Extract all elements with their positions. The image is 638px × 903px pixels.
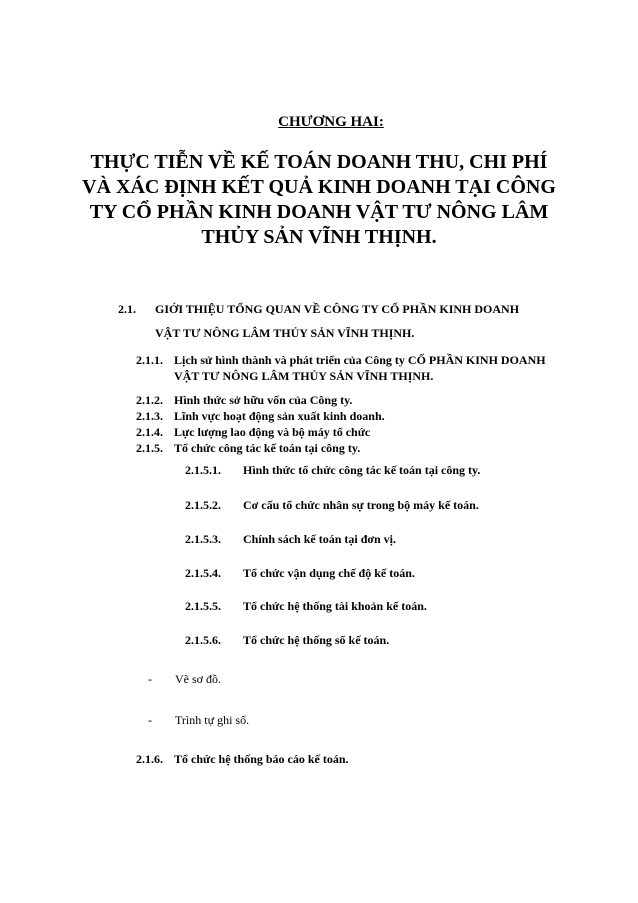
title-line-4: THỦY SẢN VĨNH THỊNH.	[201, 226, 437, 248]
section-number: 2.1.5.1.	[185, 463, 221, 477]
section-number: 2.1.	[118, 302, 136, 316]
section-title-line-1: Lịch sử hình thành và phát triển của Công ty CỔ PHẦN KINH DOANH	[174, 353, 546, 367]
title-line-3: TY CỔ PHẦN KINH DOANH VẬT TƯ NÔNG LÂM	[89, 201, 549, 223]
section-number: 2.1.1.	[136, 353, 163, 367]
section-number: 2.1.5.6.	[185, 633, 221, 647]
bullet-marker: -	[148, 672, 152, 686]
section-title: Cơ cấu tổ chức nhân sự trong bộ máy kế toán.	[243, 498, 479, 512]
section-number: 2.1.5.	[136, 441, 163, 455]
chapter-title	[40, 150, 598, 250]
section-title: Tổ chức công tác kế toán tại công ty.	[174, 441, 361, 455]
section-title: Hình thức tổ chức công tác kế toán tại công ty.	[243, 463, 481, 477]
section-title: Tổ chức hệ thống tài khoản kế toán.	[243, 599, 427, 613]
section-title: Lực lượng lao động và bộ máy tổ chức	[174, 425, 371, 439]
section-title-line-2: VẬT TƯ NÔNG LÂM THỦY SẢN VĨNH THỊNH.	[155, 326, 415, 340]
title-line-1: THỰC TIỄN VỀ KẾ TOÁN DOANH THU, CHI PHÍ	[90, 151, 548, 173]
section-title: Chính sách kế toán tại đơn vị.	[243, 532, 397, 546]
section-title-line-2: VẬT TƯ NÔNG LÂM THỦY SẢN VĨNH THỊNH.	[174, 369, 434, 383]
section-number: 2.1.2.	[136, 393, 163, 407]
chapter-heading: CHƯƠNG HAI:	[278, 114, 384, 130]
section-number: 2.1.5.3.	[185, 532, 221, 546]
section-number: 2.1.6.	[136, 752, 163, 766]
section-number: 2.1.3.	[136, 409, 163, 423]
section-title: Lĩnh vực hoạt động sản xuất kinh doanh.	[174, 409, 385, 423]
bullet-marker: -	[148, 713, 152, 727]
section-title: Hình thức sở hữu vốn của Công ty.	[174, 393, 353, 407]
section-title-line-1: GIỚI THIỆU TỔNG QUAN VỀ CÔNG TY CỔ PHẦN KINH DOANH	[155, 302, 520, 316]
section-number: 2.1.5.5.	[185, 599, 221, 613]
bullet-text: Trình tự ghi sổ.	[175, 713, 250, 727]
title-line-2: VÀ XÁC ĐỊNH KẾT QUẢ KINH DOANH TẠI CÔNG	[82, 176, 556, 198]
section-number: 2.1.5.2.	[185, 498, 221, 512]
section-number: 2.1.5.4.	[185, 566, 221, 580]
section-number: 2.1.4.	[136, 425, 163, 439]
section-title: Tổ chức hệ thống sổ kế toán.	[243, 633, 390, 647]
section-title: Tổ chức hệ thống báo cáo kế toán.	[174, 752, 349, 766]
section-title: Tổ chức vận dụng chế độ kế toán.	[243, 566, 415, 580]
bullet-text: Vẽ sơ đồ.	[175, 672, 222, 686]
